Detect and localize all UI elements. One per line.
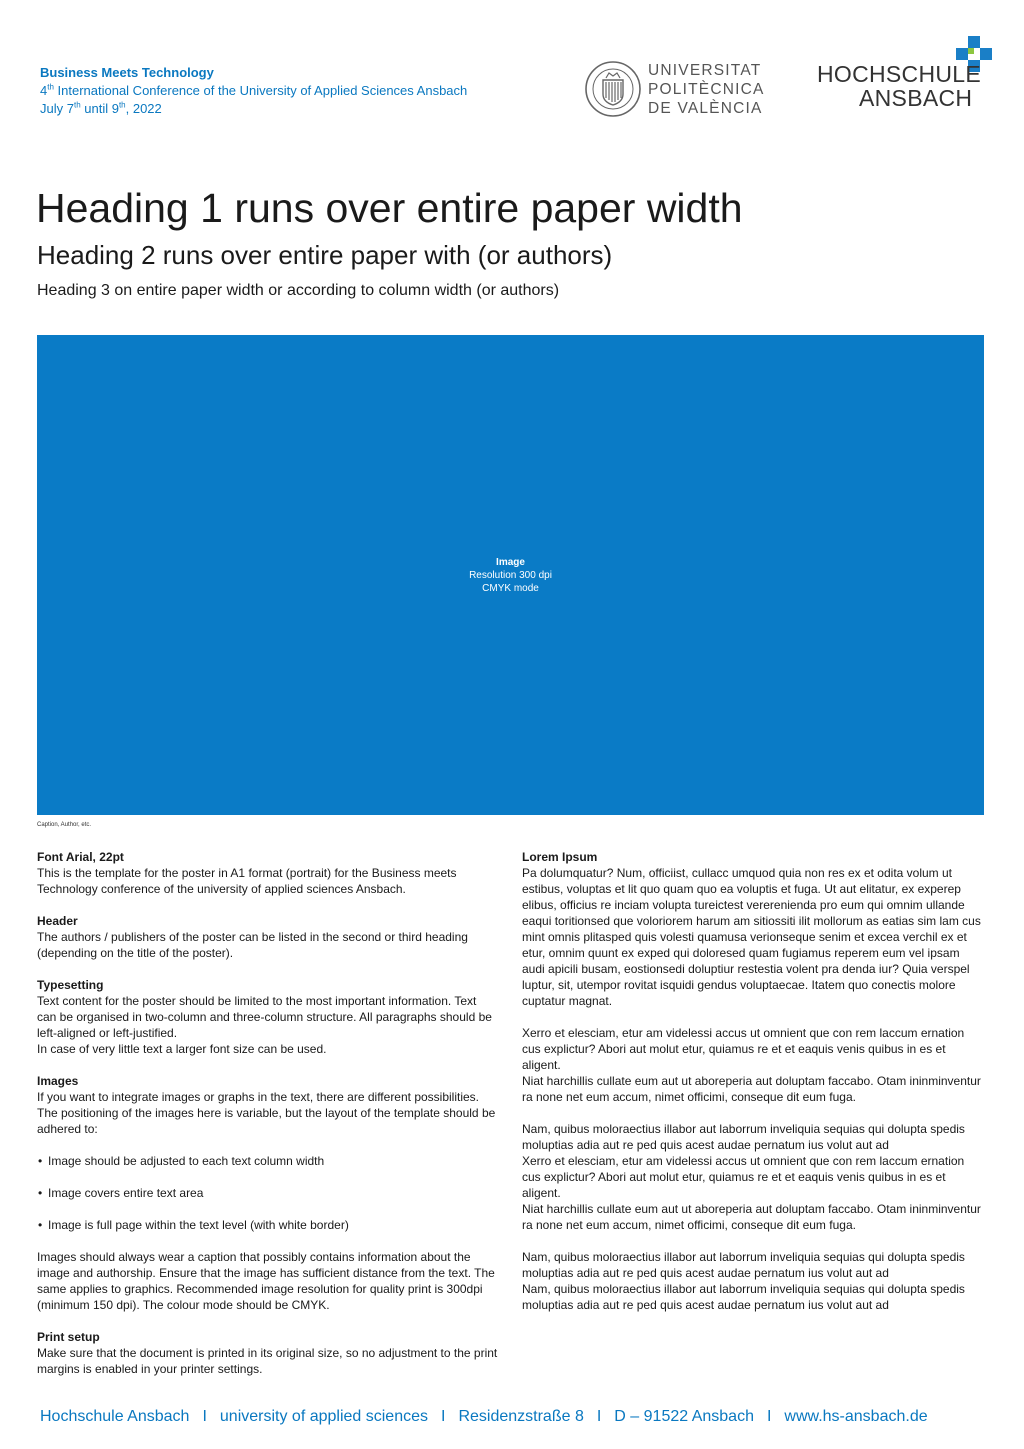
upv-logo [584,58,765,120]
conference-subtitle [40,82,467,100]
date-end-suffix: th [118,100,126,110]
list-item: • Image covers entire text area [37,1185,499,1201]
ordinal-suffix: th [47,82,54,92]
paragraph: Xerro et elesciam, etur am videlessi accus ut omnient que con rem laccum ernation cus explictur? Abori aut molut etur, quiamus re et et eaquis venis quibus in es et aligent. [522,1026,965,1072]
left-column [37,849,499,1377]
paragraph: Niat harchillis cullate eum aut ut aboreperia aut doluptam faccabo. Otam ininminventur ra none net eum accum, nimet officimi, conseque dit eum fuga. [522,1074,981,1104]
paragraph: Niat harchillis cullate eum aut ut aboreperia aut doluptam faccabo. Otam ininminventur ra none net eum accum, nimet officimi, conseque dit eum fuga. [522,1202,981,1232]
list-item: • Image is full page within the text level (with white border) [37,1217,499,1233]
heading-1: Heading 1 runs over entire paper width [36,185,743,231]
hochschule-ansbach-logo [816,36,992,116]
hsa-line2: ANSBACH [859,85,973,111]
heading-2: Heading 2 runs over entire paper with (or authors) [37,240,613,270]
paragraph: Nam, quibus moloraectius illabor aut laborrum inveliquia sequias qui dolupta spedis moluptias adia aut re ped quis acest audae pernatum ius volut aut ad [522,1122,965,1152]
section-heading: Images [37,1074,79,1088]
section-text: If you want to integrate images or graphs in the text, there are different possibilities. The positioning of the images here is variable, but the layout of the template should be adhered to: [37,1090,496,1136]
footer-separator: I [441,1408,446,1425]
date-year: , 2022 [125,101,162,116]
section-heading: Lorem Ipsum [522,850,598,864]
image-placeholder [37,335,984,815]
image-placeholder-label [37,556,984,595]
paragraph: Nam, quibus moloraectius illabor aut laborrum inveliquia sequias qui dolupta spedis moluptias adia aut re ped quis acest audae pernatum ius volut aut ad [522,1282,965,1312]
logo-square-blue-right [980,48,992,60]
section-heading: Print setup [37,1330,100,1344]
hsa-wordmark [817,62,981,110]
paragraph: Nam, quibus moloraectius illabor aut laborrum inveliquia sequias qui dolupta spedis moluptias adia aut re ped quis acest audae pernatum ius volut aut ad [522,1250,965,1280]
footer-separator: I [596,1408,602,1425]
conference-title: Business Meets Technology [40,65,214,80]
section-text: Make sure that the document is printed in its original size, so no adjustment to the print margins is enabled in your printer settings. [37,1346,498,1376]
section-text: Images should always wear a caption that possibly contains information about the image and authorship. Ensure that the image has sufficient distance from the text. The same applies to graphics. Recommended image resolution for quality print is 300dpi (minimum 150 dpi). The colour mode should be CMYK. [37,1250,495,1312]
logo-square-green [968,48,974,54]
conference-info [40,64,467,118]
section-heading: Header [37,914,78,928]
upv-wordmark [648,61,765,118]
section-heading: Typesetting [37,978,104,992]
footer-institution: Hochschule Ansbach [40,1408,190,1425]
footer-separator: I [202,1408,207,1425]
footer [40,1407,928,1427]
conference-subtitle-text: International Conference of the University of Applied Sciences Ansbach [53,83,468,98]
footer-city: D – 91522 Ansbach [614,1408,754,1425]
date-start: July 7 [40,101,74,116]
footer-tagline: university of applied sciences [219,1408,428,1425]
date-start-suffix: th [73,100,81,110]
paragraph: Pa dolumquatur? Num, officiist, cullacc umquod quia non res ex et odita volum ut estibus, voluptas et lit quo quam quo ea voluptis et fuga. Ut aut elitatur, ex experep elibus, officius re inciam volupta tureictest vererenienda pro eum qui omnim ullande eaqui toritionsed que voloriorem harum am sitiossiti ilit mollorum as eatias sim lam cus mint omnis plitasped quis volesti quamusa verionseque senim et excea verchil ex et etur, omnim quunt ex exped qui doloresed quam fugiamus reperem eum vel ipsam audi apicili busam, eostionsedi doluptiur restestia volent pra denda iur? Quia verspel luptur, sit, utempor rovitat isquidi gendus voluptaecae. Itatem quo conectis molore cuptatur magnat. [522,866,981,1008]
paragraph: Xerro et elesciam, etur am videlessi accus ut omnient que con rem laccum ernation cus explictur? Abori aut molut etur, quiamus re et et eaquis venis quibus in es et aligent. [522,1154,965,1200]
upv-line3: DE VALÈNCIA [648,100,763,117]
image-label-resolution: Resolution 300 dpi [469,570,552,581]
section-text: Text content for the poster should be limited to the most important information. Text can be organised in two-column and three-column structure. All paragraphs should be left-aligned or left-justified. [37,994,492,1040]
logo-square-blue-top [968,36,980,48]
footer-street: Residenzstraße 8 [458,1408,584,1425]
image-caption: Caption, Author, etc. [37,822,92,828]
logo-square-blue-left [956,48,968,60]
date-until: until 9 [80,101,119,116]
upv-line1: UNIVERSITAT [648,62,762,79]
conference-date [40,100,467,118]
section-text: In case of very little text a larger font size can be used. [37,1042,327,1056]
section-heading: Font Arial, 22pt [37,850,124,864]
section-text: The authors / publishers of the poster can be listed in the second or third heading (depending on the title of the poster). [37,930,468,960]
footer-website-link[interactable]: www.hs-ansbach.de [784,1408,928,1425]
right-column [522,849,984,1313]
hsa-line1: HOCHSCHULE [817,61,982,87]
list-item: • Image should be adjusted to each text column width [37,1153,499,1169]
image-label-title: Image [496,557,525,568]
heading-3: Heading 3 on entire paper width or according to column width (or authors) [37,282,560,299]
image-label-mode: CMYK mode [482,583,539,594]
footer-separator: I [766,1408,772,1425]
upv-seal-icon [584,60,642,118]
upv-line2: POLITÈCNICA [648,81,765,98]
ordinal-number: 4 [40,83,48,98]
section-text: This is the template for the poster in A1 format (portrait) for the Business meets Technology conference of the university of applied sciences Ansbach. [37,866,457,896]
